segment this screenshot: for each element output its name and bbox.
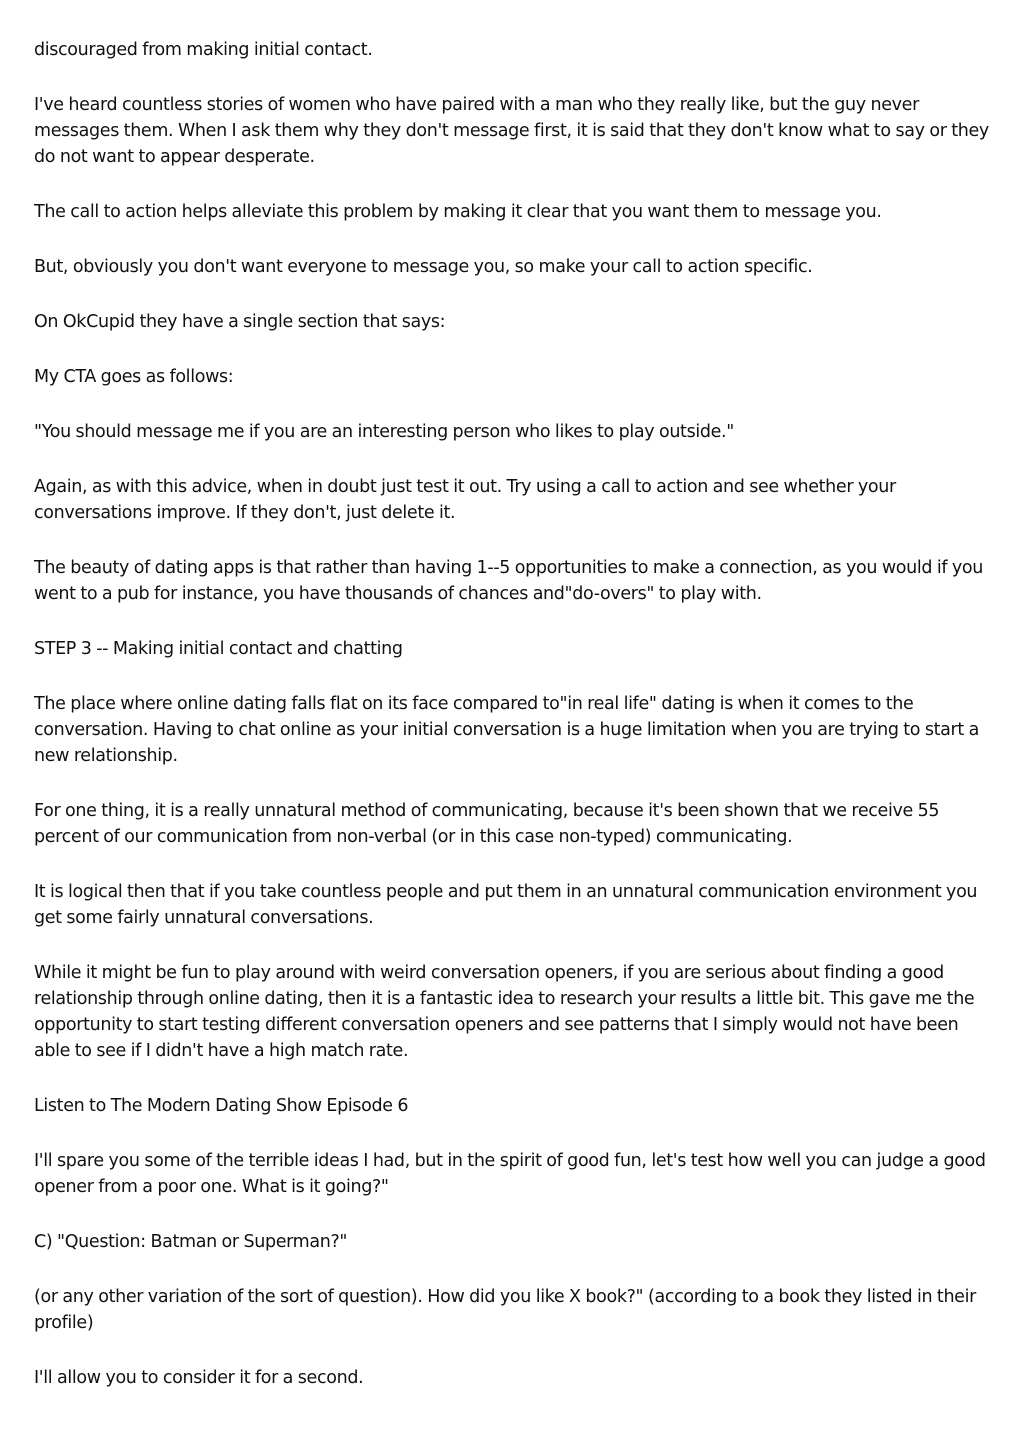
paragraph-1: discouraged from making initial contact. xyxy=(34,40,373,60)
paragraph-3: The call to action helps alleviate this problem by making it clear that you want them to message you. xyxy=(34,202,882,222)
paragraph-11: The place where online dating falls flat on its face compared to"in real life" dating is when it comes to the conversation. Having to chat online as your initial conversation is a huge limitation when you are trying to start a new relationship. xyxy=(34,694,979,766)
paragraph-7: "You should message me if you are an interesting person who likes to play outside." xyxy=(34,422,734,442)
paragraph-17: C) "Question: Batman or Superman?" xyxy=(34,1232,348,1252)
paragraph-14: While it might be fun to play around with weird conversation openers, if you are serious about finding a good relationship through online dating, then it is a fantastic idea to research your results a little bit. This gave me the opportunity to start testing different conversation openers and see patterns that I simply would not have been able to see if I didn't have a high match rate. xyxy=(34,963,975,1061)
paragraph-5: On OkCupid they have a single section that says: xyxy=(34,312,446,332)
paragraph-6: My CTA goes as follows: xyxy=(34,367,234,387)
document-body xyxy=(34,37,994,1420)
paragraph-15: Listen to The Modern Dating Show Episode 6 xyxy=(34,1096,409,1116)
paragraph-4: But, obviously you don't want everyone to message you, so make your call to action specific. xyxy=(34,257,813,277)
paragraph-9: The beauty of dating apps is that rather than having 1--5 opportunities to make a connection, as you would if you went to a pub for instance, you have thousands of chances and"do-overs" to play with. xyxy=(34,558,984,604)
paragraph-8: Again, as with this advice, when in doubt just test it out. Try using a call to action and see whether your conversations improve. If they don't, just delete it. xyxy=(34,477,896,523)
paragraph-18: (or any other variation of the sort of question). How did you like X book?" (according to a book they listed in their profile) xyxy=(34,1287,976,1333)
paragraph-2: I've heard countless stories of women who have paired with a man who they really like, but the guy never messages them. When I ask them why they don't message first, it is said that they don't know what to say or they do not want to appear desperate. xyxy=(34,95,989,167)
paragraph-13: It is logical then that if you take countless people and put them in an unnatural communication environment you get some fairly unnatural conversations. xyxy=(34,882,978,928)
paragraph-19: I'll allow you to consider it for a second. xyxy=(34,1368,364,1388)
paragraph-16: I'll spare you some of the terrible ideas I had, but in the spirit of good fun, let's test how well you can judge a good opener from a poor one. What is it going?" xyxy=(34,1151,986,1197)
paragraph-12: For one thing, it is a really unnatural method of communicating, because it's been shown that we receive 55 percent of our communication from non-verbal (or in this case non-typed) communicating. xyxy=(34,801,940,847)
section-heading-step-3: STEP 3 -- Making initial contact and chatting xyxy=(34,639,403,659)
